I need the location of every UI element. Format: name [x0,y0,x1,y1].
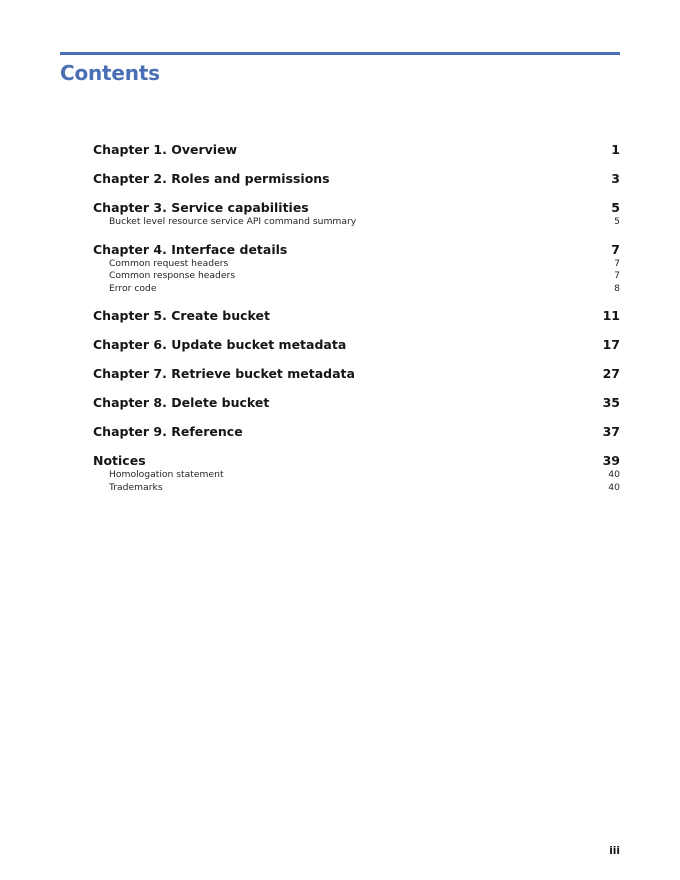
toc-chapter-page-number: 11 [602,308,620,323]
toc-section-title: Error code [109,282,157,294]
toc-chapter-title: Chapter 7. Retrieve bucket metadata [93,366,355,381]
toc-chapter-title: Chapter 4. Interface details [93,241,288,257]
toc-section-title: Common response headers [109,270,236,281]
toc-chapter-link[interactable] [93,170,620,187]
toc-chapter-page-number: 17 [602,337,620,352]
toc-chapter [93,394,620,411]
toc-section-page-number: 40 [608,469,620,480]
toc-chapter-page-number: 39 [602,453,620,468]
toc-section-link[interactable] [93,283,620,296]
toc-section-link[interactable] [93,270,620,283]
toc-section-link[interactable] [93,258,620,271]
toc-chapter-link[interactable] [93,241,620,258]
toc-section-title: Bucket level resource service API command summary [109,216,357,227]
toc-chapter-title: Notices [93,453,146,468]
toc-section-list [93,469,620,494]
toc-chapter-title: Chapter 1. Overview [93,142,238,157]
toc-chapter [93,241,620,296]
toc-chapter-title: Chapter 9. Reference [93,424,243,439]
toc-chapter-link[interactable] [93,365,620,382]
table-of-contents [93,141,620,494]
page-number: iii [609,845,620,857]
toc-chapter-title: Chapter 2. Roles and permissions [93,171,330,186]
toc-chapter [93,365,620,382]
toc-chapter-page-number: 27 [602,366,620,381]
toc-chapter-page-number: 1 [611,142,620,157]
toc-section-link[interactable] [93,469,620,482]
toc-chapter [93,423,620,440]
page-title: Contents [60,61,160,85]
toc-section-title: Homologation statement [109,469,224,480]
toc-section-page-number: 40 [608,481,620,493]
toc-chapter-page-number: 7 [611,241,620,257]
title-rule [60,52,620,55]
toc-chapter-link[interactable] [93,307,620,324]
toc-chapter-page-number: 3 [611,171,620,186]
toc-section-list [93,258,620,296]
toc-section-link[interactable] [93,216,620,229]
toc-chapter [93,307,620,324]
toc-chapter-link[interactable] [93,141,620,158]
toc-chapter-link[interactable] [93,394,620,411]
toc-section-page-number: 7 [614,257,620,269]
toc-chapter-page-number: 37 [602,424,620,439]
toc-chapter-title: Chapter 5. Create bucket [93,308,270,323]
toc-chapter-link[interactable] [93,336,620,353]
toc-chapter [93,452,620,494]
toc-chapter-title: Chapter 3. Service capabilities [93,200,309,215]
toc-section-title: Common request headers [109,257,229,269]
toc-chapter-page-number: 35 [602,395,620,410]
toc-section-page-number: 8 [614,282,620,294]
toc-section-title: Trademarks [109,481,163,493]
toc-section-page-number: 5 [614,216,620,227]
toc-chapter [93,336,620,353]
toc-chapter [93,141,620,158]
toc-chapter-title: Chapter 8. Delete bucket [93,395,270,410]
toc-chapter-title: Chapter 6. Update bucket metadata [93,337,347,352]
toc-section-list [93,216,620,229]
toc-chapter [93,199,620,229]
toc-chapter-link[interactable] [93,452,620,469]
toc-chapter-link[interactable] [93,423,620,440]
toc-chapter-link[interactable] [93,199,620,216]
toc-section-link[interactable] [93,482,620,495]
toc-chapter [93,170,620,187]
toc-chapter-page-number: 5 [611,200,620,215]
toc-section-page-number: 7 [614,270,620,281]
